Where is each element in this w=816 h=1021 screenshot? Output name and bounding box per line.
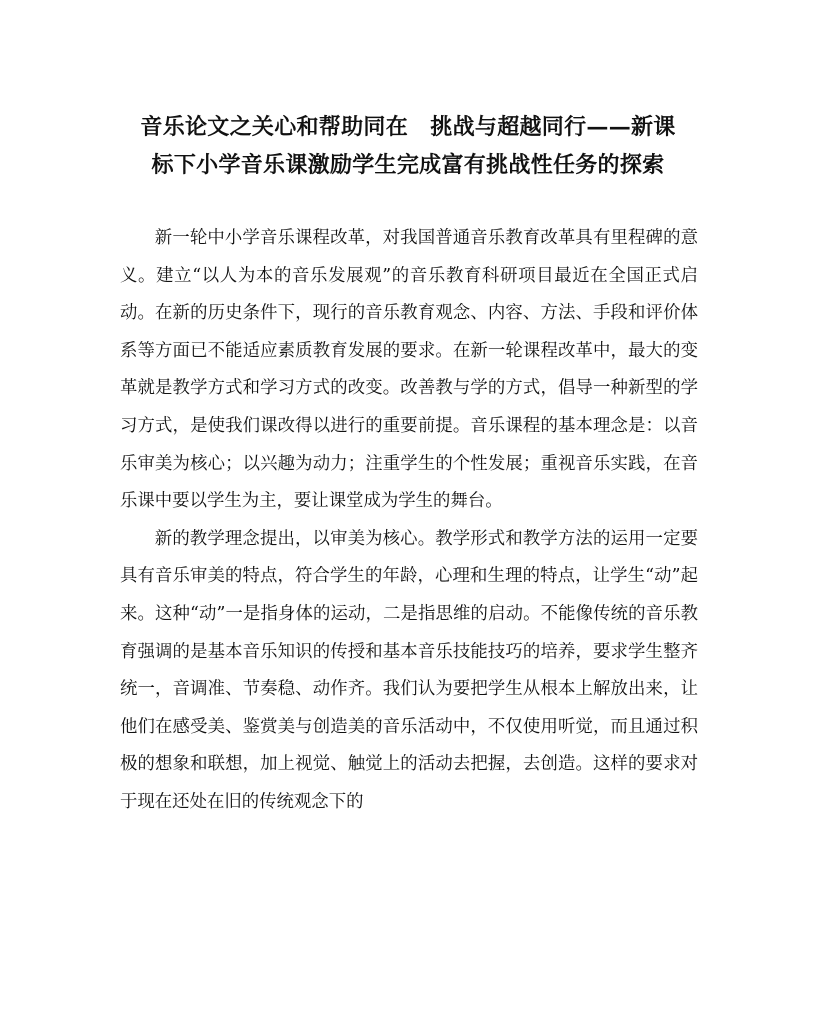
document-body	[120, 220, 698, 822]
body-paragraph-1: 新一轮中小学音乐课程改革，对我国普通音乐教育改革具有里程碑的意义。建立“以人为本的音乐发展观”的音乐教育科研项目最近在全国正式启动。在新的历史条件下，现行的音乐教育观念、内容、方法、手段和评价体系等方面已不能适应素质教育发展的要求。在新一轮课程改革中，最大的变革就是教学方式和学习方式的改变。改善教与学的方式，倡导一种新型的学习方式，是使我们课改得以进行的重要前提。音乐课程的基本理念是：以音乐审美为核心；以兴趣为动力；注重学生的个性发展；重视音乐实践，在音乐课中要以学生为主，要让课堂成为学生的舞台。	[120, 228, 698, 512]
body-paragraph-2: 新的教学理念提出，以审美为核心。教学形式和教学方法的运用一定要具有音乐审美的特点，符合学生的年龄，心理和生理的特点，让学生“动”起来。这种“动”一是指身体的运动，二是指思维的启动。不能像传统的音乐教育强调的是基本音乐知识的传授和基本音乐技能技巧的培养，要求学生整齐统一，音调准、节奏稳、动作齐。我们认为要把学生从根本上解放出来，让他们在感受美、鉴赏美与创造美的音乐活动中，不仅使用听觉，而且通过积极的想象和联想，加上视觉、触觉上的活动去把握，去创造。这样的要求对于现在还处在旧的传统观念下的	[120, 528, 698, 812]
title-line-1: 音乐论文之关心和帮助同在 挑战与超越同行——新课	[140, 114, 676, 140]
title-line-2: 标下小学音乐课激励学生完成富有挑战性任务的探索	[151, 152, 665, 178]
document-title	[100, 108, 716, 184]
